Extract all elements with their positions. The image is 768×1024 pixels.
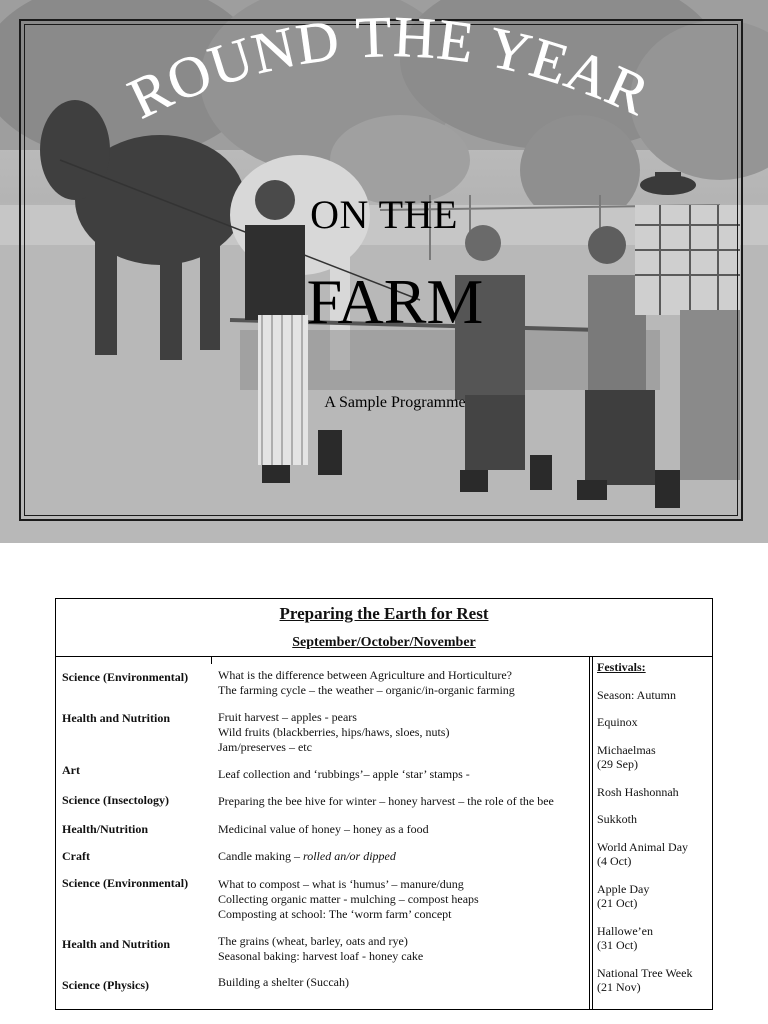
festival-item (597, 812, 637, 826)
festival-line: Equinox (597, 715, 638, 729)
festival-line: Season: Autumn (597, 688, 677, 702)
festival-line: (31 Oct) (597, 938, 638, 952)
subject-label: Health and Nutrition (62, 711, 171, 725)
festival-item (597, 785, 679, 799)
activity-line: Seasonal baking: harvest loaf - honey cake (218, 949, 424, 963)
activity-line: Medicinal value of honey – honey as a food (218, 822, 429, 836)
festival-item (597, 924, 653, 952)
festival-line: Michaelmas (597, 743, 656, 757)
festival-item (597, 688, 676, 702)
programme-season: September/October/November (292, 635, 476, 650)
subject-label: Science (Environmental) (62, 670, 189, 684)
activity-text (218, 668, 515, 698)
festival-line: Rosh Hashonnah (597, 785, 679, 799)
festival-item (597, 840, 688, 868)
activity-text (218, 767, 470, 782)
subject-label: Science (Physics) (62, 978, 149, 992)
title-on-the: ON THE (310, 192, 458, 237)
activity-text (218, 849, 396, 864)
title-arc (0, 0, 768, 200)
activity-text (218, 794, 554, 809)
festival-line: (21 Nov) (597, 980, 641, 994)
festival-line: (4 Oct) (597, 854, 632, 868)
svg-text:ROUND THE YEAR (119, 4, 660, 131)
festival-item (597, 882, 649, 910)
festival-line: Hallowe’en (597, 924, 653, 938)
column-divider-tick (211, 656, 212, 664)
activity-line: What to compost – what is ‘humus’ – manure/dung (218, 877, 464, 891)
cover-subtitle: A Sample Programme (324, 394, 466, 411)
subject-label: Science (Insectology) (62, 793, 169, 807)
activity-line: Building a shelter (Succah) (218, 975, 349, 989)
festival-line: Sukkoth (597, 812, 638, 826)
subject-label: Art (62, 763, 80, 777)
activity-line: The farming cycle – the weather – organic/in-organic farming (218, 683, 515, 697)
activity-text (218, 710, 449, 755)
activity-line: Composting at school: The ‘worm farm’ concept (218, 907, 452, 921)
activity-line: The grains (wheat, barley, oats and rye) (218, 934, 408, 948)
festival-item (597, 715, 638, 729)
subject-label: Science (Environmental) (62, 876, 189, 890)
subject-label: Health and Nutrition (62, 937, 171, 951)
festival-line: Apple Day (597, 882, 650, 896)
festivals-divider-inner (592, 656, 593, 1009)
programme-table (55, 598, 713, 1010)
activity-text (218, 877, 479, 922)
activity-line-italic: rolled an/or dipped (302, 849, 396, 863)
subject-label: Health/Nutrition (62, 822, 148, 836)
activity-line (218, 849, 396, 864)
subject-label: Craft (62, 849, 90, 863)
festival-item (597, 743, 656, 771)
activity-line: What is the difference between Agriculture and Horticulture? (218, 668, 512, 682)
activity-line-plain: Candle making – (218, 849, 303, 863)
festival-line: World Animal Day (597, 840, 689, 854)
festival-item (597, 966, 692, 994)
activity-line: Collecting organic matter - mulching – compost heaps (218, 892, 479, 906)
festival-line: (21 Oct) (597, 896, 638, 910)
title-farm: FARM (306, 266, 484, 337)
activity-line: Leaf collection and ‘rubbings’– apple ‘star’ stamps - (218, 767, 470, 781)
festival-line: (29 Sep) (597, 757, 638, 771)
activity-text (218, 934, 423, 964)
activity-line: Jam/preserves – etc (218, 740, 312, 754)
activity-text (218, 975, 349, 990)
programme-title: Preparing the Earth for Rest (279, 604, 489, 623)
festivals-divider (589, 656, 590, 1009)
activity-line: Preparing the bee hive for winter – honey harvest – the role of the bee (218, 794, 554, 808)
activity-line: Wild fruits (blackberries, hips/haws, sloes, nuts) (218, 725, 450, 739)
festival-line: National Tree Week (597, 966, 693, 980)
festivals-heading: Festivals: (597, 660, 646, 674)
activity-text (218, 822, 429, 837)
header-divider (56, 656, 712, 657)
activity-line: Fruit harvest – apples - pears (218, 710, 357, 724)
title-arc-text: ROUND THE YEAR (118, 3, 660, 132)
